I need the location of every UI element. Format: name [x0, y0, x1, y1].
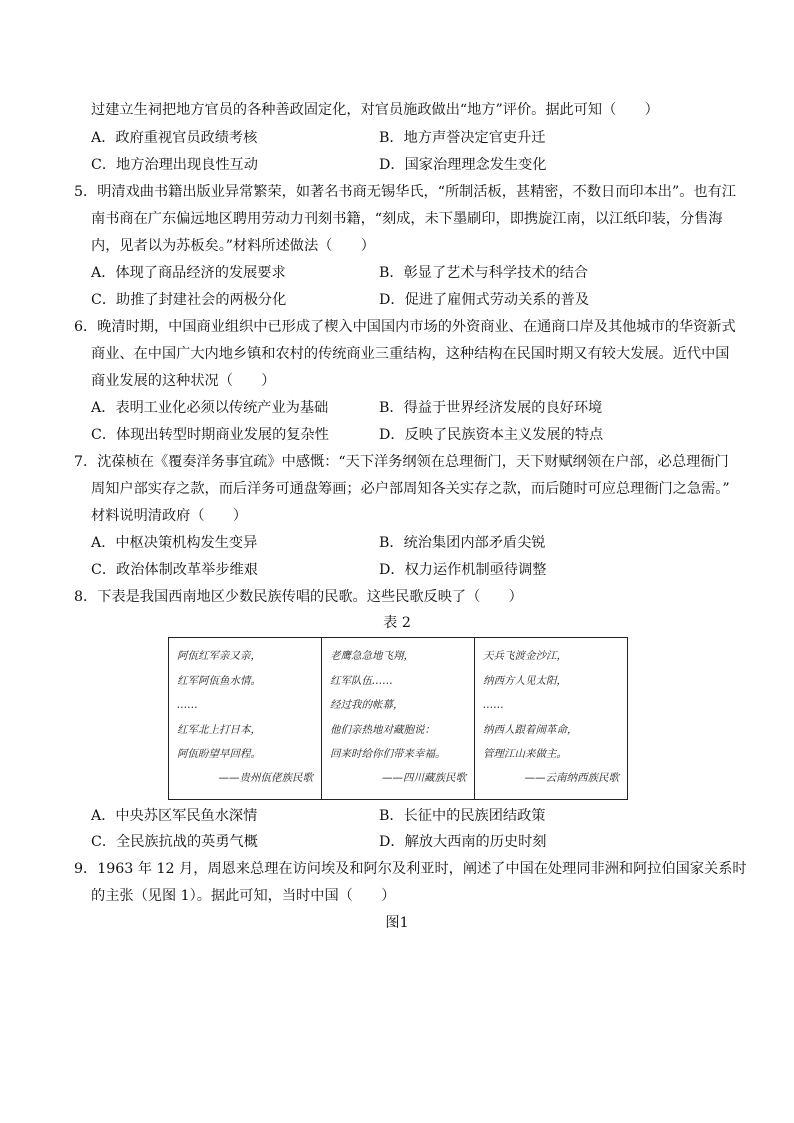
q5-option-a[interactable]: A．体现了商品经济的发展要求 — [91, 265, 286, 281]
verse: 红军阿佤鱼水情。 — [177, 674, 261, 687]
q6-stem-line-2: 商业、在中国广大内地乡镇和农村的传统商业三重结构，这种结构在民国时期又有较大发展。近代中国 — [91, 346, 730, 362]
q4-stem-line: 过建立生祠把地方官员的各种善政固定化，对官员施政做出“地方”评价。据此可知（ ） — [91, 102, 659, 118]
song-credit: ——云南纳西族民歌 — [524, 771, 619, 784]
q6-option-d[interactable]: D．反映了民族资本主义发展的特点 — [379, 427, 604, 443]
q6-option-b[interactable]: B．得益于世界经济发展的良好环境 — [379, 400, 603, 416]
q5-stem-line-3: 内，见者以为苏板矣。”材料所述做法（ ） — [91, 238, 375, 254]
verse: 他们亲热地对藏胞说： — [330, 723, 435, 736]
verse: 回来时给你们带来幸福。 — [330, 748, 446, 760]
q8-stem-line-1: 8．下表是我国西南地区少数民族传唱的民歌。这些民歌反映了（ ） — [74, 589, 523, 605]
verse: 阿佤红军亲又亲， — [177, 650, 261, 662]
q6-stem-line-3: 商业发展的这种状况（ ） — [91, 373, 276, 389]
q8-option-a[interactable]: A．中央苏区军民鱼水深情 — [91, 808, 258, 824]
q4-option-b[interactable]: B．地方声誉决定官吏升迁 — [379, 130, 546, 146]
song-cell-guizhou — [169, 638, 322, 800]
song-cell-yunnan — [475, 638, 628, 800]
q7-option-a[interactable]: A．中枢决策机构发生变异 — [91, 535, 258, 551]
verse: 纳西方人见太阳， — [483, 674, 567, 687]
q8-option-c[interactable]: C．全民族抗战的英勇气概 — [91, 834, 258, 850]
verse: 管理江山来做主。 — [483, 748, 567, 760]
q4-option-c[interactable]: C．地方治理出现良性互动 — [91, 157, 258, 173]
q7-option-c[interactable]: C．政治体制改革举步维艰 — [91, 562, 258, 578]
q9-stem-line-2: 的主张（见图 1）。据此可知，当时中国（ ） — [91, 888, 396, 904]
song-credit: ——贵州佤佬族民歌 — [218, 771, 313, 784]
song-credit: ——四川藏族民歌 — [382, 771, 466, 784]
q4-option-a[interactable]: A．政府重视官员政绩考核 — [91, 130, 258, 146]
q7-option-b[interactable]: B．统治集团内部矛盾尖锐 — [379, 535, 546, 551]
table-caption: 表 2 — [383, 615, 411, 631]
q8-option-b[interactable]: B．长征中的民族团结政策 — [379, 808, 546, 824]
q4-option-d[interactable]: D．国家治理理念发生变化 — [379, 157, 547, 173]
q5-stem-line-1: 5．明清戏曲书籍出版业异常繁荣，如著名书商无锡华氏，“所制活板，甚精密，不数日而印本出”。也有江 — [74, 184, 736, 200]
verse: 天兵飞渡金沙江， — [483, 650, 567, 662]
q6-option-a[interactable]: A．表明工业化必须以传统产业为基础 — [91, 400, 329, 416]
q7-stem-line-1: 7．沈葆桢在《覆奏洋务事宜疏》中感慨：“天下洋务纲领在总理衙门，天下财赋纲领在户部，必总理衙门 — [74, 454, 729, 470]
verse: 红军北上打日本， — [177, 723, 261, 736]
verse: 红军队伍…… — [330, 674, 393, 687]
q5-option-b[interactable]: B．彰显了艺术与科学技术的结合 — [379, 265, 589, 281]
q5-stem-line-2: 南书商在广东偏远地区聘用劳动力刊刻书籍，“刻成，未下墨刷印，即携旋江南，以江纸印装，分售海 — [91, 211, 723, 227]
folk-song-table — [168, 637, 628, 800]
verse: 阿佤盼望早回程。 — [177, 748, 261, 760]
verse: …… — [483, 699, 504, 711]
q5-option-d[interactable]: D．促进了雇佣式劳动关系的普及 — [379, 292, 590, 308]
q6-option-c[interactable]: C．体现出转型时期商业发展的复杂性 — [91, 427, 329, 443]
q9-stem-line-1: 9．1963 年 12 月，周恩来总理在访问埃及和阿尔及利亚时，阐述了中国在处理同非洲和阿拉伯国家关系时 — [74, 861, 747, 877]
verse: 经过我的帐幕， — [330, 699, 404, 711]
song-cell-sichuan — [322, 638, 475, 800]
q7-stem-line-3: 材料说明清政府（ ） — [91, 508, 248, 524]
verse: 纳西人跟着闹革命， — [483, 723, 578, 736]
q6-stem-line-1: 6．晚清时期，中国商业组织中已形成了楔入中国国内市场的外资商业、在通商口岸及其他城市的华资新式 — [74, 319, 736, 335]
q7-option-d[interactable]: D．权力运作机制亟待调整 — [379, 562, 547, 578]
figure-caption: 图1 — [385, 915, 409, 931]
q5-option-c[interactable]: C．助推了封建社会的两极分化 — [91, 292, 287, 308]
verse: 老鹰急急地飞翔， — [330, 650, 414, 662]
verse: …… — [177, 699, 198, 711]
q8-option-d[interactable]: D．解放大西南的历史时刻 — [379, 834, 547, 850]
q7-stem-line-2: 周知户部实存之款，而后洋务可通盘筹画；必户部周知各关实存之款，而后随时可应总理衙门之急需。” — [91, 481, 730, 497]
